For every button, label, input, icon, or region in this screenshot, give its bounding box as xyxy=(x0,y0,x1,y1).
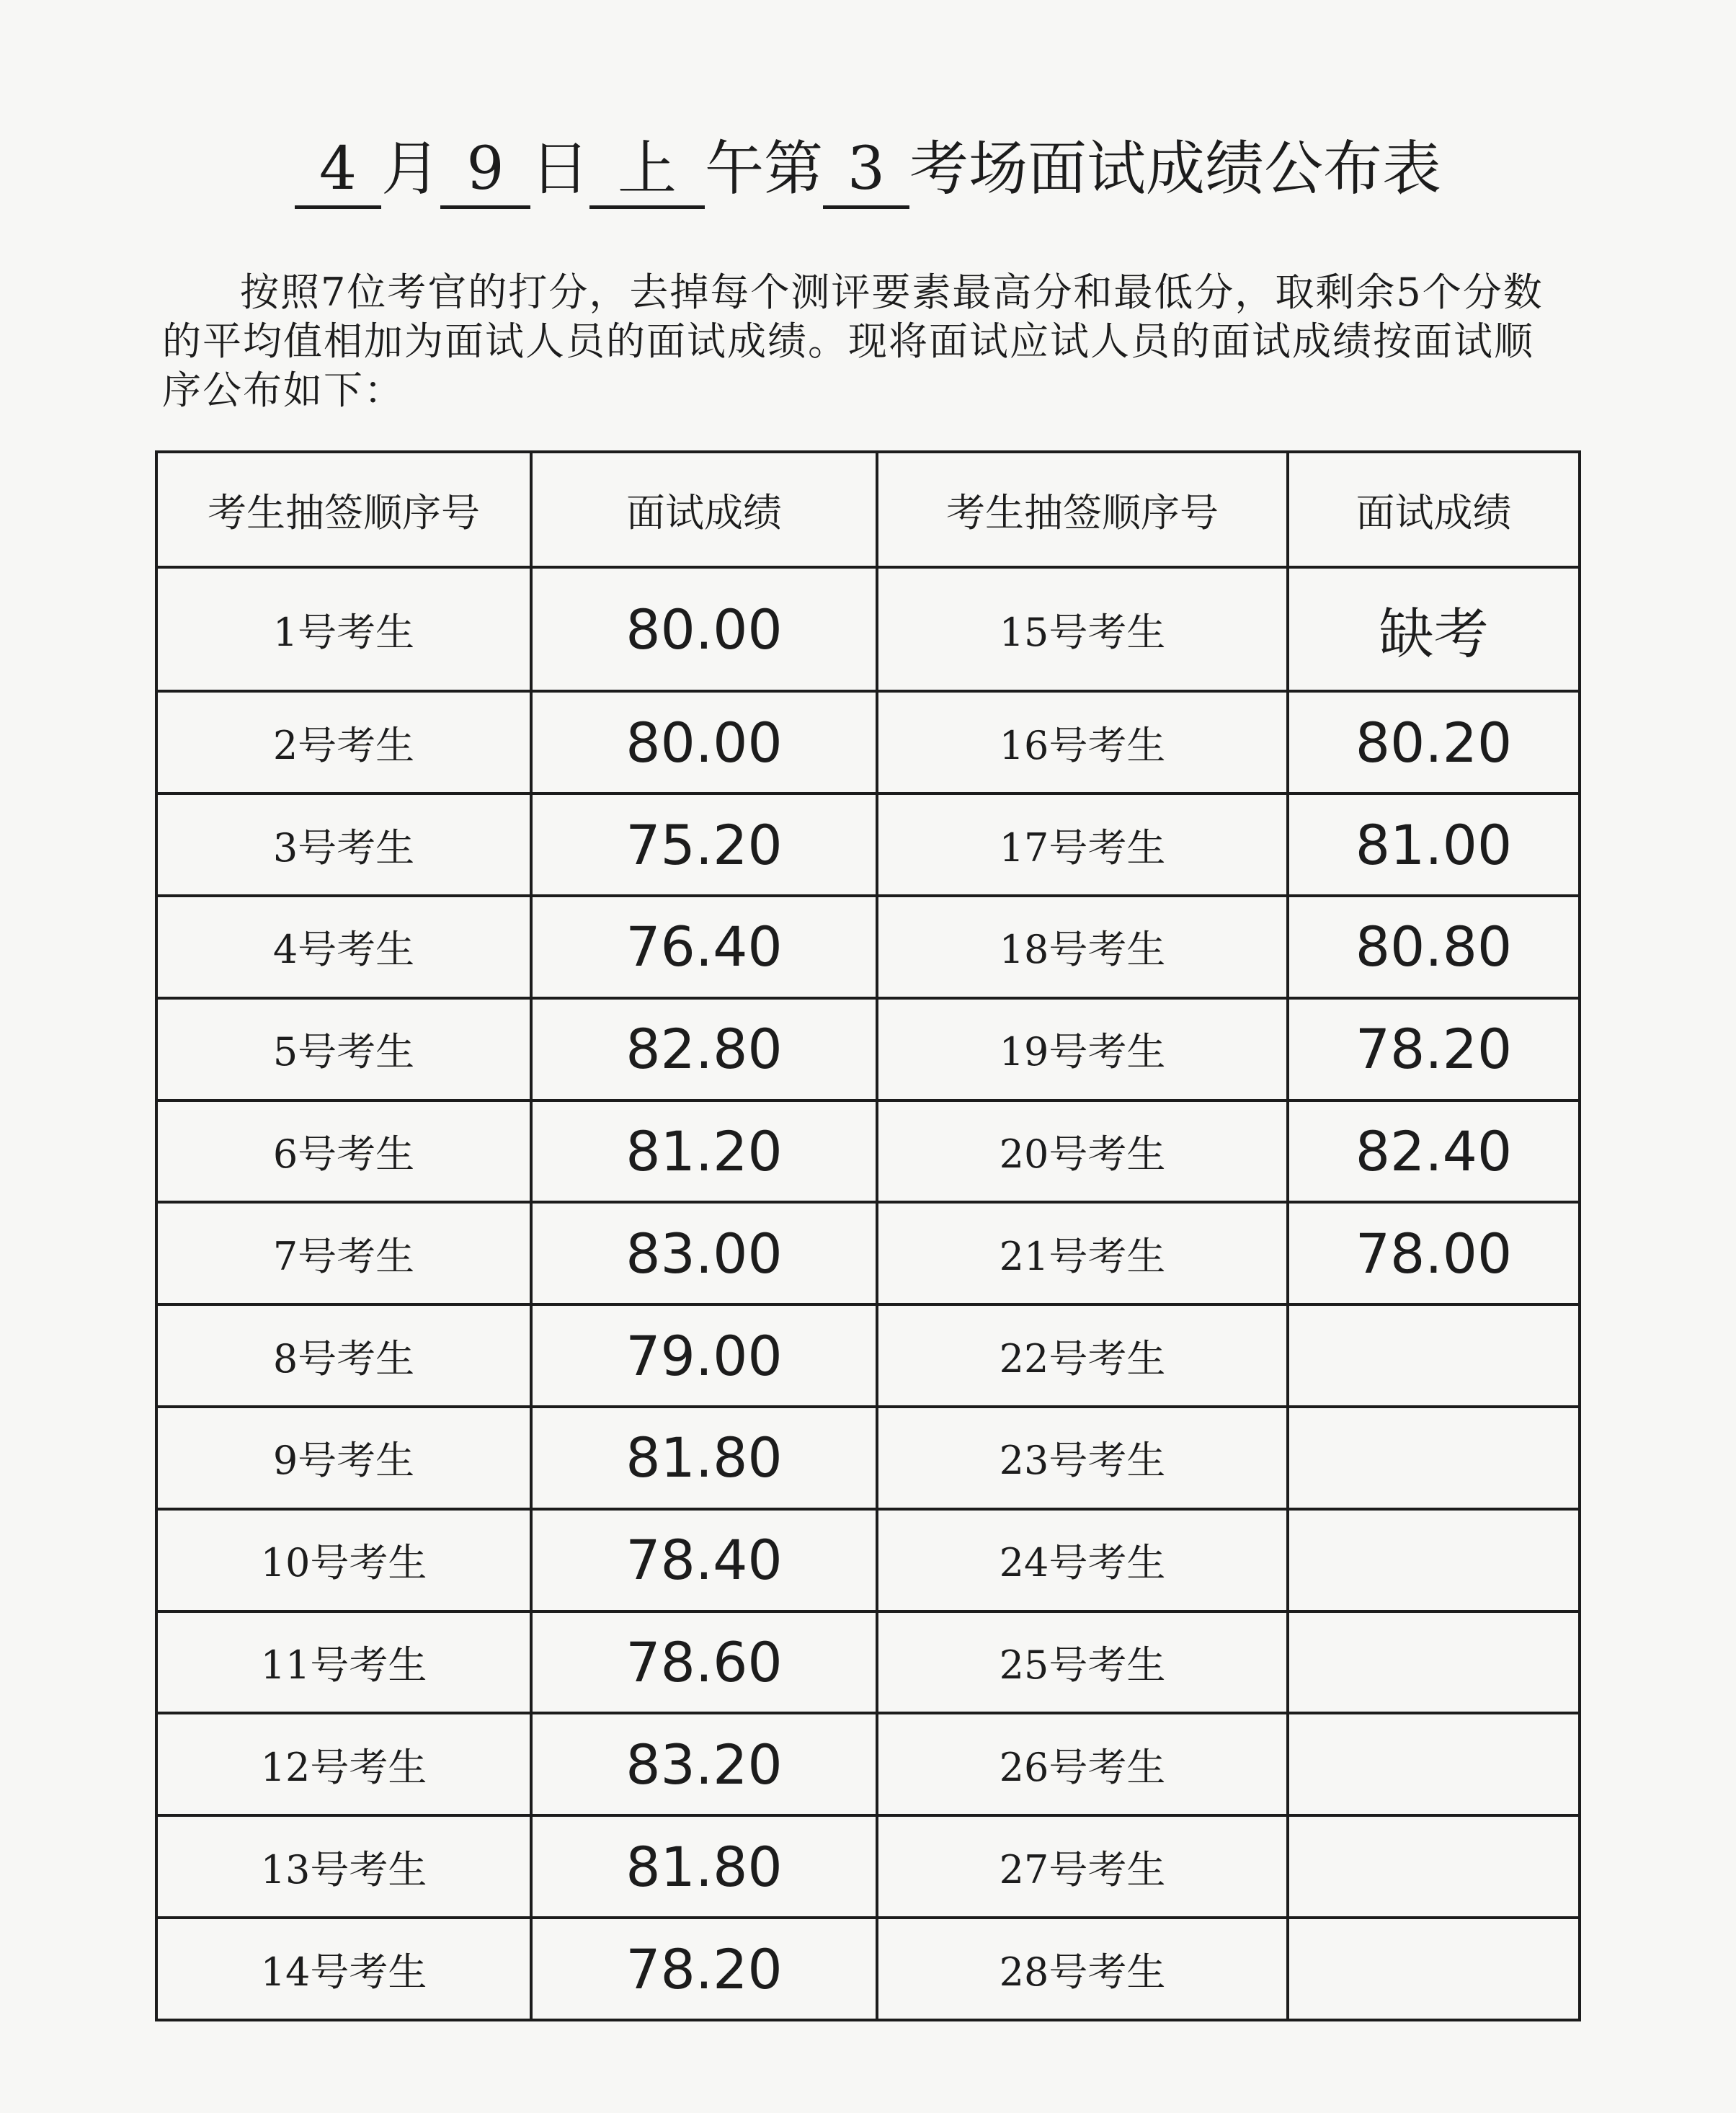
score-left: 78.60 xyxy=(531,1611,877,1714)
table-row xyxy=(156,1918,1580,2020)
score-left: 83.20 xyxy=(531,1713,877,1815)
candidate-left: 10号考生 xyxy=(156,1509,531,1611)
score-left: 78.40 xyxy=(531,1509,877,1611)
candidate-left: 1号考生 xyxy=(156,567,531,691)
title-session-prefix: 午第 xyxy=(705,135,824,203)
score-left: 81.80 xyxy=(531,1815,877,1918)
table-row xyxy=(156,567,1580,691)
candidate-right: 21号考生 xyxy=(877,1202,1288,1304)
score-left: 81.80 xyxy=(531,1407,877,1509)
header-score-left: 面试成绩 xyxy=(531,452,877,567)
score-left: 82.80 xyxy=(531,998,877,1100)
title-month-suffix: 月 xyxy=(380,135,440,203)
score-right: 78.20 xyxy=(1288,998,1580,1100)
table-row xyxy=(156,1713,1580,1815)
candidate-right: 20号考生 xyxy=(877,1100,1288,1203)
candidate-left: 6号考生 xyxy=(156,1100,531,1203)
candidate-left: 9号考生 xyxy=(156,1407,531,1509)
header-candidate-left: 考生抽签顺序号 xyxy=(156,452,531,567)
candidate-right: 19号考生 xyxy=(877,998,1288,1100)
candidate-right: 18号考生 xyxy=(877,896,1288,998)
table-row xyxy=(156,691,1580,793)
candidate-left: 12号考生 xyxy=(156,1713,531,1815)
candidate-left: 13号考生 xyxy=(156,1815,531,1918)
score-table xyxy=(155,450,1581,2021)
candidate-left: 11号考生 xyxy=(156,1611,531,1714)
score-right: 80.20 xyxy=(1288,691,1580,793)
candidate-right: 22号考生 xyxy=(877,1304,1288,1407)
title-period: 上 xyxy=(589,133,705,209)
header-candidate-right: 考生抽签顺序号 xyxy=(877,452,1288,567)
score-right xyxy=(1288,1304,1580,1407)
score-left: 83.00 xyxy=(531,1202,877,1304)
score-right xyxy=(1288,1407,1580,1509)
candidate-right: 15号考生 xyxy=(877,567,1288,691)
score-left: 80.00 xyxy=(531,567,877,691)
table-row xyxy=(156,896,1580,998)
table-row xyxy=(156,1815,1580,1918)
score-left: 80.00 xyxy=(531,691,877,793)
table-row xyxy=(156,998,1580,1100)
candidate-left: 7号考生 xyxy=(156,1202,531,1304)
table-row xyxy=(156,1304,1580,1407)
candidate-right: 23号考生 xyxy=(877,1407,1288,1509)
candidate-right: 27号考生 xyxy=(877,1815,1288,1918)
score-right xyxy=(1288,1509,1580,1611)
candidate-right: 24号考生 xyxy=(877,1509,1288,1611)
table-row xyxy=(156,1202,1580,1304)
candidate-right: 28号考生 xyxy=(877,1918,1288,2020)
table-row xyxy=(156,793,1580,896)
score-left: 75.20 xyxy=(531,793,877,896)
score-right xyxy=(1288,1611,1580,1714)
candidate-right: 17号考生 xyxy=(877,793,1288,896)
candidate-left: 2号考生 xyxy=(156,691,531,793)
candidate-left: 5号考生 xyxy=(156,998,531,1100)
title-month: 4 xyxy=(295,133,381,209)
title-day: 9 xyxy=(440,133,530,209)
candidate-right: 16号考生 xyxy=(877,691,1288,793)
score-left: 76.40 xyxy=(531,896,877,998)
title-day-suffix: 日 xyxy=(530,135,589,203)
score-right: 78.00 xyxy=(1288,1202,1580,1304)
score-right: 80.80 xyxy=(1288,896,1580,998)
candidate-left: 4号考生 xyxy=(156,896,531,998)
table-row xyxy=(156,1509,1580,1611)
score-right xyxy=(1288,1918,1580,2020)
score-right xyxy=(1288,1713,1580,1815)
title-suffix: 考场面试成绩公布表 xyxy=(909,135,1442,203)
header-score-right: 面试成绩 xyxy=(1288,452,1580,567)
score-left: 79.00 xyxy=(531,1304,877,1407)
table-row xyxy=(156,1407,1580,1509)
score-right xyxy=(1288,1815,1580,1918)
intro-paragraph: 按照7位考官的打分，去掉每个测评要素最高分和最低分，取剩余5个分数的平均值相加为面试人员的面试成绩。现将面试应试人员的面试成绩按面试顺序公布如下： xyxy=(162,270,1544,413)
candidate-left: 3号考生 xyxy=(156,793,531,896)
table-row xyxy=(156,1611,1580,1714)
title-room: 3 xyxy=(823,133,909,209)
candidate-right: 26号考生 xyxy=(877,1713,1288,1815)
score-right: 缺考 xyxy=(1288,567,1580,691)
score-left: 78.20 xyxy=(531,1918,877,2020)
table-row xyxy=(156,1100,1580,1203)
candidate-right: 25号考生 xyxy=(877,1611,1288,1714)
table-header-row xyxy=(156,452,1580,567)
score-left: 81.20 xyxy=(531,1100,877,1203)
candidate-left: 14号考生 xyxy=(156,1918,531,2020)
candidate-left: 8号考生 xyxy=(156,1304,531,1407)
score-right: 82.40 xyxy=(1288,1100,1580,1203)
score-right: 81.00 xyxy=(1288,793,1580,896)
document-title xyxy=(0,126,1736,213)
